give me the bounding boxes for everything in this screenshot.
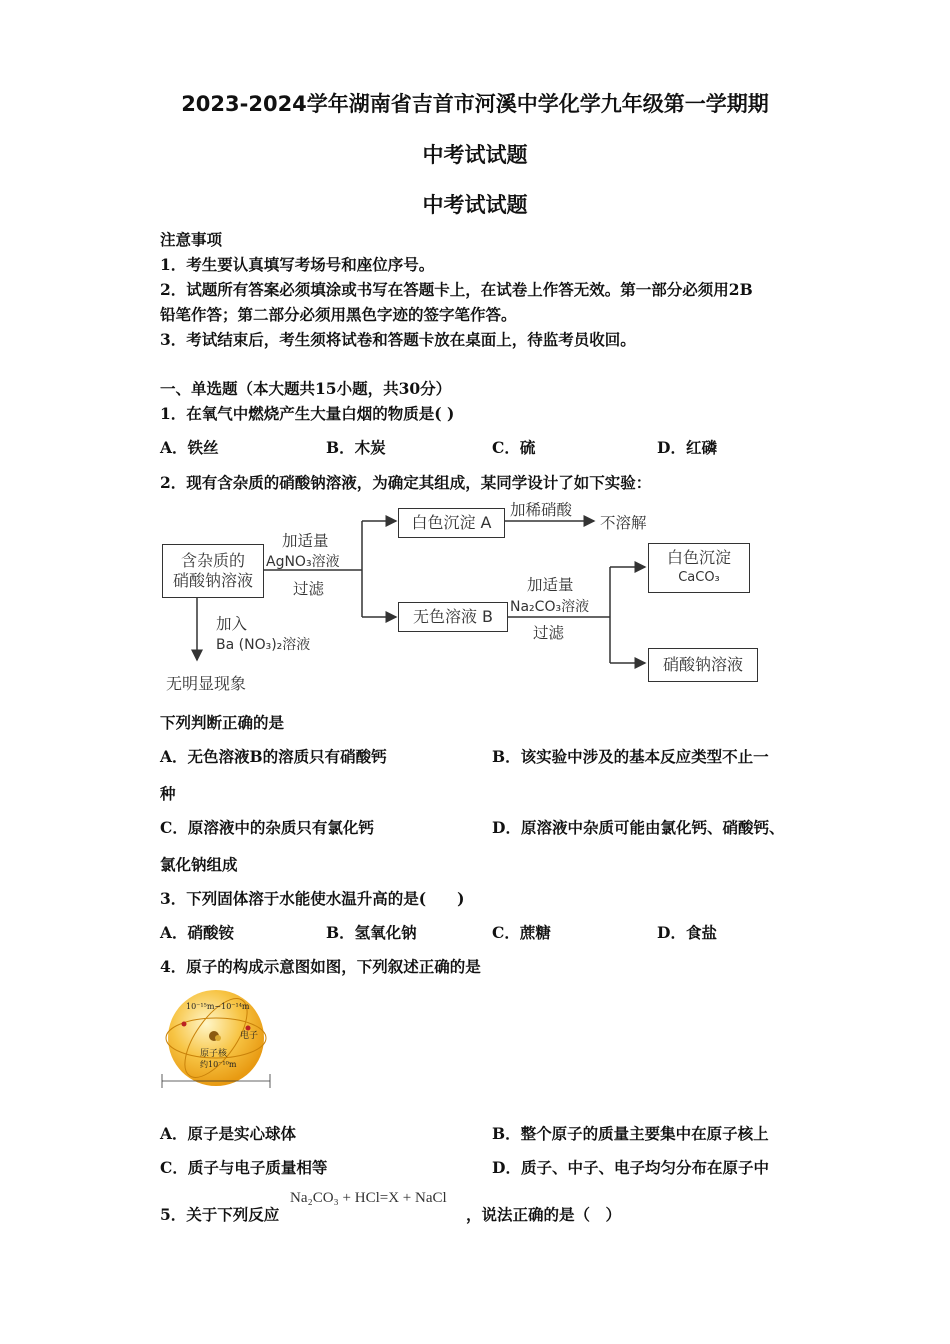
q5-equation: Na₂CO₃ + HCl=X + NaCl — [290, 1190, 447, 1206]
notice-item-3: 3．考试结束后，考生须将试卷和答题卡放在桌面上，待监考员收回。 — [160, 330, 636, 349]
no-phenomenon-label: 无明显现象 — [166, 674, 247, 693]
caco3-box — [648, 543, 750, 593]
colorless-solution-b-box — [398, 602, 508, 632]
nano3-label: 硝酸钠溶液 — [662, 655, 743, 674]
section-heading: 一、单选题（本大题共15小题，共30分） — [160, 379, 452, 398]
q4-option-b: B．整个原子的质量主要集中在原子核上 — [492, 1124, 769, 1143]
start-label-1: 含杂质的 — [180, 551, 245, 570]
atom-size-bottom: 约10⁻¹⁰m — [200, 1060, 237, 1069]
notice-heading: 注意事项 — [160, 230, 223, 249]
na2co3-label-top: 加适量 — [527, 576, 574, 594]
q3-option-a: A．硝酸铵 — [160, 923, 235, 942]
white-a-label: 白色沉淀 A — [411, 513, 492, 532]
agno3-label-top: 加适量 — [282, 532, 329, 550]
notice-item-1: 1．考生要认真填写考场号和座位序号。 — [160, 255, 435, 274]
q2-prompt: 下列判断正确的是 — [160, 713, 285, 732]
q2-option-d-cont: 氯化钠组成 — [160, 855, 238, 874]
start-label-2: 硝酸钠溶液 — [172, 571, 253, 590]
dilute-acid-label: 加稀硝酸 — [510, 501, 573, 519]
q4-option-a: A．原子是实心球体 — [160, 1124, 297, 1143]
q4-stem: 4．原子的构成示意图如图，下列叙述正确的是 — [160, 957, 481, 976]
agno3-label-bot: 过滤 — [293, 580, 325, 598]
atom-electron-label: 电子 — [240, 1031, 259, 1041]
atom-nucleus-label: 原子核 — [200, 1049, 228, 1059]
q1-stem: 1．在氧气中燃烧产生大量白烟的物质是( ) — [160, 404, 455, 423]
add-label: 加入 — [216, 615, 248, 633]
q3-option-b: B．氢氧化钠 — [326, 923, 417, 942]
q5-stem-pre: 5．关于下列反应 — [160, 1205, 280, 1224]
q2-option-c: C．原溶液中的杂质只有氯化钙 — [160, 818, 374, 837]
q1-option-b: B．木炭 — [326, 438, 386, 457]
q4-option-c: C．质子与电子质量相等 — [160, 1158, 328, 1177]
agno3-label-mid: AgNO₃溶液 — [266, 554, 340, 570]
q2-option-d: D．原溶液中杂质可能由氯化钙、硝酸钙、 — [492, 818, 785, 837]
q2-stem: 2．现有含杂质的硝酸钠溶液，为确定其组成，某同学设计了如下实验： — [160, 473, 652, 492]
caco3-label-1: 白色沉淀 — [666, 548, 731, 567]
atom-figure — [160, 988, 272, 1090]
q1-option-c: C．硫 — [492, 438, 536, 457]
page-title-line2: 中考试试题 — [422, 143, 528, 167]
page-title: 2023-2024学年湖南省吉首市河溪中学化学九年级第一学期期 — [181, 92, 769, 116]
q5-stem-post: ，说法正确的是（ ） — [466, 1205, 622, 1224]
start-solution-box — [162, 544, 264, 598]
nano3-box — [648, 648, 758, 682]
page-title-line3: 中考试试题 — [422, 193, 528, 217]
notice-item-2b: 铅笔作答；第二部分必须用黑色字迹的签字笔作答。 — [160, 305, 517, 324]
na2co3-label-mid: Na₂CO₃溶液 — [510, 599, 590, 615]
caco3-label-2: CaCO₃ — [678, 570, 720, 585]
q1-option-a: A．铁丝 — [160, 438, 219, 457]
q2-option-b-cont: 种 — [160, 784, 176, 803]
colorless-b-label: 无色溶液 B — [412, 607, 494, 626]
q3-stem: 3．下列固体溶于水能使水温升高的是( ) — [160, 889, 465, 908]
q3-option-c: C．蔗糖 — [492, 923, 551, 942]
q4-option-d: D．质子、中子、电子均匀分布在原子中 — [492, 1158, 769, 1177]
white-precipitate-a-box — [398, 508, 505, 538]
q3-option-d: D．食盐 — [657, 923, 717, 942]
insoluble-label: 不溶解 — [600, 514, 647, 532]
q2-option-a: A．无色溶液B的溶质只有硝酸钙 — [160, 747, 387, 766]
q1-option-d: D．红磷 — [657, 438, 717, 457]
q2-option-b: B．该实验中涉及的基本反应类型不止一 — [492, 747, 769, 766]
na2co3-label-bot: 过滤 — [533, 624, 565, 642]
notice-item-2a: 2．试题所有答案必须填涂或书写在答题卡上，在试卷上作答无效。第一部分必须用2B — [160, 280, 753, 299]
bano3-label: Ba (NO₃)₂溶液 — [216, 637, 311, 653]
atom-size-top: 10⁻¹⁵m~10⁻¹⁴m — [186, 1002, 250, 1011]
